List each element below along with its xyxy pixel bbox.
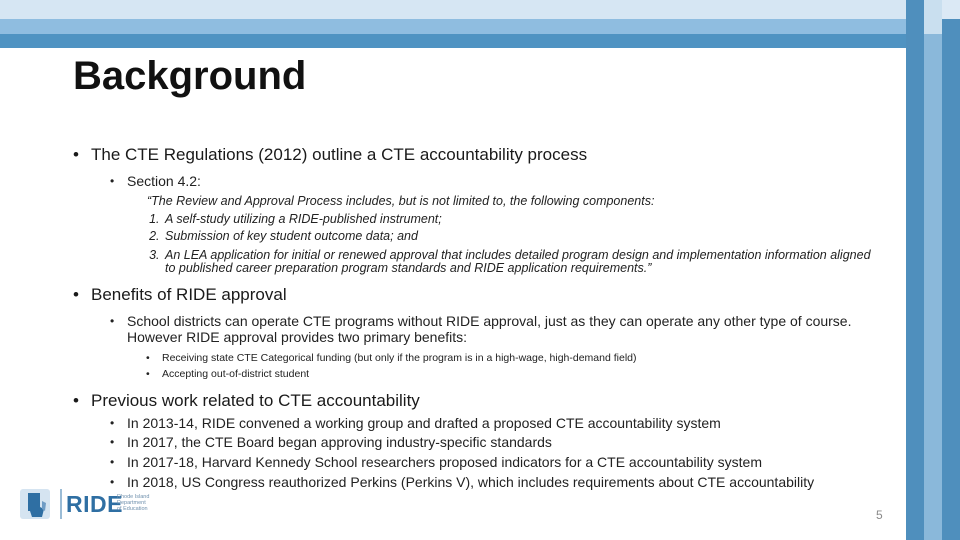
header-band-mid <box>0 19 960 34</box>
bullet-benefits-text: • School districts can operate CTE programs without RIDE approval, just as they can operate any other type of course. However RIDE approval provides two primary benefits: <box>110 313 852 345</box>
quote-list <box>147 211 873 275</box>
side-column-top-2 <box>924 0 942 34</box>
logo-wordmark: RIDE <box>66 491 123 517</box>
logo-subtitle-line: Department <box>117 500 146 506</box>
bullet-benefits: • Benefits of RIDE approval <box>73 285 873 305</box>
benefit-item: • Accepting out-of-district student <box>146 366 873 382</box>
logo-subtitle-line: of Education <box>117 506 148 512</box>
header-band-light <box>0 0 960 19</box>
slide-title: Background <box>73 54 307 98</box>
header-band-dark <box>0 34 906 48</box>
previous-item: • In 2013-14, RIDE convened a working group and drafted a proposed CTE accountability system <box>110 414 873 434</box>
quote-item: 1. A self-study utilizing a RIDE-published instrument; <box>163 211 873 229</box>
logo-divider <box>60 489 62 519</box>
logo-subtitle <box>117 494 177 512</box>
benefit-item: • Receiving state CTE Categorical funding (but only if the program is in a high-wage, high-demand field) <box>146 350 873 366</box>
quote-item: 3. An LEA application for initial or renewed approval that includes detailed program design and implementation information aligned to published career preparation program standards and RIDE application requirements.” <box>163 249 873 275</box>
logo-subtitle-line: Rhode Island <box>117 494 150 500</box>
side-column-3 <box>942 0 960 540</box>
page-number: 5 <box>876 508 883 522</box>
ride-logo <box>20 487 160 521</box>
rhode-island-map-icon <box>20 487 56 521</box>
slide-content <box>73 145 873 492</box>
bullet-previous: • Previous work related to CTE accountability <box>73 391 873 411</box>
quote-item: 2. Submission of key student outcome data; and <box>163 228 873 246</box>
side-column-2 <box>924 0 942 540</box>
quote-intro: “The Review and Approval Process includes, but is not limited to, the following components: <box>147 194 655 208</box>
previous-item: • In 2018, US Congress reauthorized Perkins (Perkins V), which includes requirements about CTE accountability <box>110 473 873 493</box>
bullet-section-label: • Section 4.2: <box>110 173 873 189</box>
previous-item: • In 2017, the CTE Board began approving industry-specific standards <box>110 433 873 453</box>
side-column-1 <box>906 0 924 540</box>
side-column-top-3 <box>942 0 960 19</box>
regulation-quote <box>147 193 873 275</box>
bullet-regulations: • The CTE Regulations (2012) outline a CTE accountability process <box>73 145 873 165</box>
previous-item: • In 2017-18, Harvard Kennedy School researchers proposed indicators for a CTE accountability system <box>110 453 873 473</box>
